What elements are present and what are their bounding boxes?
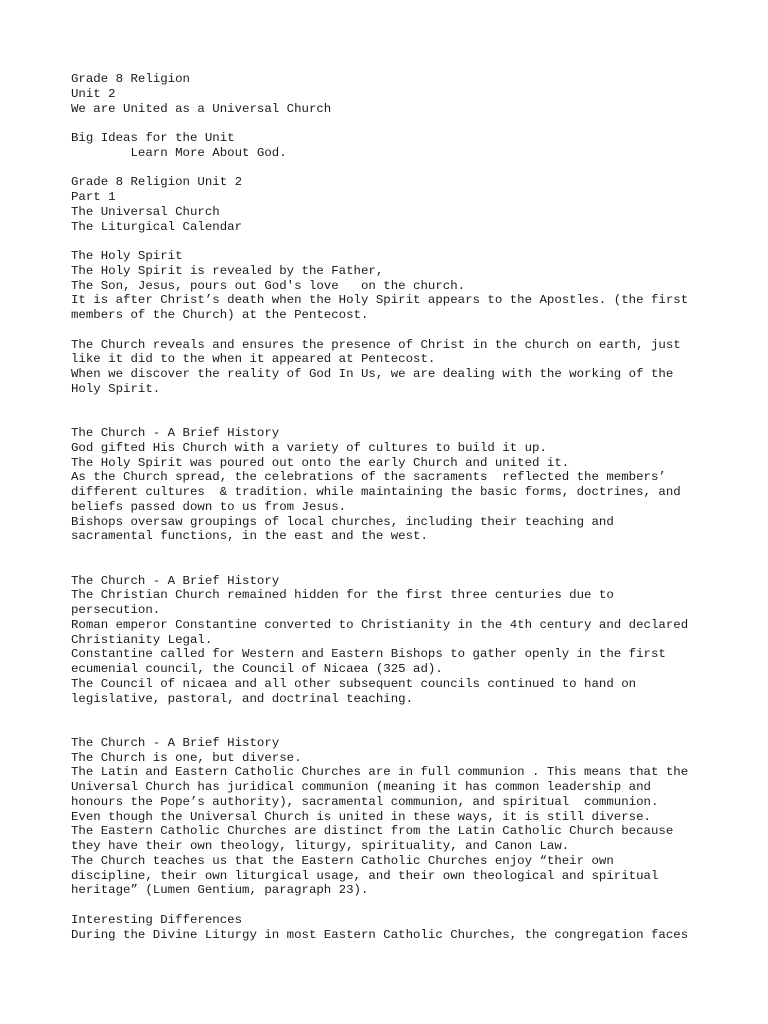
text-line: The Church - A Brief History xyxy=(71,426,280,440)
text-line: they have their own theology, liturgy, spirituality, and Canon Law. xyxy=(71,839,570,853)
text-line: Grade 8 Religion xyxy=(71,72,190,86)
text-line: The Church is one, but diverse. xyxy=(71,750,302,765)
text-line: members of the Church) at the Pentecost. xyxy=(71,308,369,322)
text-line: like it did to the when it appeared at Pentecost. xyxy=(71,352,436,367)
text-line: Unit 2 xyxy=(71,86,116,101)
text-line: beliefs passed down to us from Jesus. xyxy=(71,499,347,514)
text-line: Big Ideas for the Unit xyxy=(71,131,235,145)
text-line: Learn More About God. xyxy=(71,145,287,160)
text-line: The Christian Church remained hidden for the first three centuries due to xyxy=(71,588,614,603)
blank-line xyxy=(71,116,731,131)
text-line: God gifted His Church with a variety of cultures to build it up. xyxy=(71,440,547,455)
text-line: Bishops oversaw groupings of local churches, including their teaching and xyxy=(71,514,614,529)
text-line: sacramental functions, in the east and the west. xyxy=(71,529,428,544)
text-line: The Church - A Brief History xyxy=(71,735,280,750)
text-line: We are United as a Universal Church xyxy=(71,101,332,116)
blank-line xyxy=(71,721,731,736)
text-line: The Liturgical Calendar xyxy=(71,219,243,234)
text-line: The Eastern Catholic Churches are distinct from the Latin Catholic Church because xyxy=(71,824,674,839)
text-line: ecumenial council, the Council of Nicaea (325 ad). xyxy=(71,662,443,676)
text-line: Part 1 xyxy=(71,190,116,204)
document-page xyxy=(71,72,731,942)
text-line: The Holy Spirit xyxy=(71,249,183,263)
text-line: honours the Pope’s authority), sacramental communion, and spiritual communion. xyxy=(71,794,659,809)
text-line: heritage” (Lumen Gentium, paragraph 23). xyxy=(71,883,369,898)
blank-line xyxy=(71,323,731,338)
text-line: It is after Christ’s death when the Holy Spirit appears to the Apostles. (the first xyxy=(71,293,689,308)
blank-line xyxy=(71,544,731,559)
text-line: The Universal Church xyxy=(71,204,220,219)
text-line: Constantine called for Western and Eastern Bishops to gather openly in the first xyxy=(71,647,666,662)
text-line: When we discover the reality of God In Us, we are dealing with the working of the xyxy=(71,367,674,381)
text-line: The Holy Spirit is revealed by the Father, xyxy=(71,263,384,278)
blank-line xyxy=(71,161,731,176)
text-line: Interesting Differences xyxy=(71,912,243,927)
text-line: discipline, their own liturgical usage, and their own theological and spiritual xyxy=(71,868,659,883)
text-line: Grade 8 Religion Unit 2 xyxy=(71,175,243,190)
text-line: different cultures & tradition. while maintaining the basic forms, doctrines, and xyxy=(71,485,681,499)
blank-line xyxy=(71,898,731,913)
text-line: legislative, pastoral, and doctrinal teaching. xyxy=(71,691,414,706)
text-line: Roman emperor Constantine converted to Christianity in the 4th century and declared xyxy=(71,617,689,632)
text-line: Even though the Universal Church is united in these ways, it is still diverse. xyxy=(71,809,651,824)
text-line: Christianity Legal. xyxy=(71,632,213,647)
blank-line xyxy=(71,706,731,721)
text-line: Universal Church has juridical communion (meaning it has common leadership and xyxy=(71,780,651,794)
blank-line xyxy=(71,411,731,426)
text-line: The Holy Spirit was poured out onto the early Church and united it. xyxy=(71,455,570,470)
text-line: During the Divine Liturgy in most Eastern Catholic Churches, the congregation faces xyxy=(71,927,689,942)
blank-line xyxy=(71,397,731,412)
text-line: The Church reveals and ensures the presence of Christ in the church on earth, just xyxy=(71,337,681,352)
text-line: persecution. xyxy=(71,603,161,617)
text-line: The Latin and Eastern Catholic Churches are in full communion . This means that the xyxy=(71,765,689,780)
blank-line xyxy=(71,559,731,574)
text-line: Holy Spirit. xyxy=(71,381,161,396)
text-line: The Son, Jesus, pours out God's love on the church. xyxy=(71,278,466,293)
text-line: The Church teaches us that the Eastern Catholic Churches enjoy “their own xyxy=(71,853,614,868)
text-line: The Church - A Brief History xyxy=(71,573,280,588)
text-line: The Council of nicaea and all other subsequent councils continued to hand on xyxy=(71,676,637,691)
text-line: As the Church spread, the celebrations of the sacraments reflected the members’ xyxy=(71,470,666,485)
blank-line xyxy=(71,234,731,249)
